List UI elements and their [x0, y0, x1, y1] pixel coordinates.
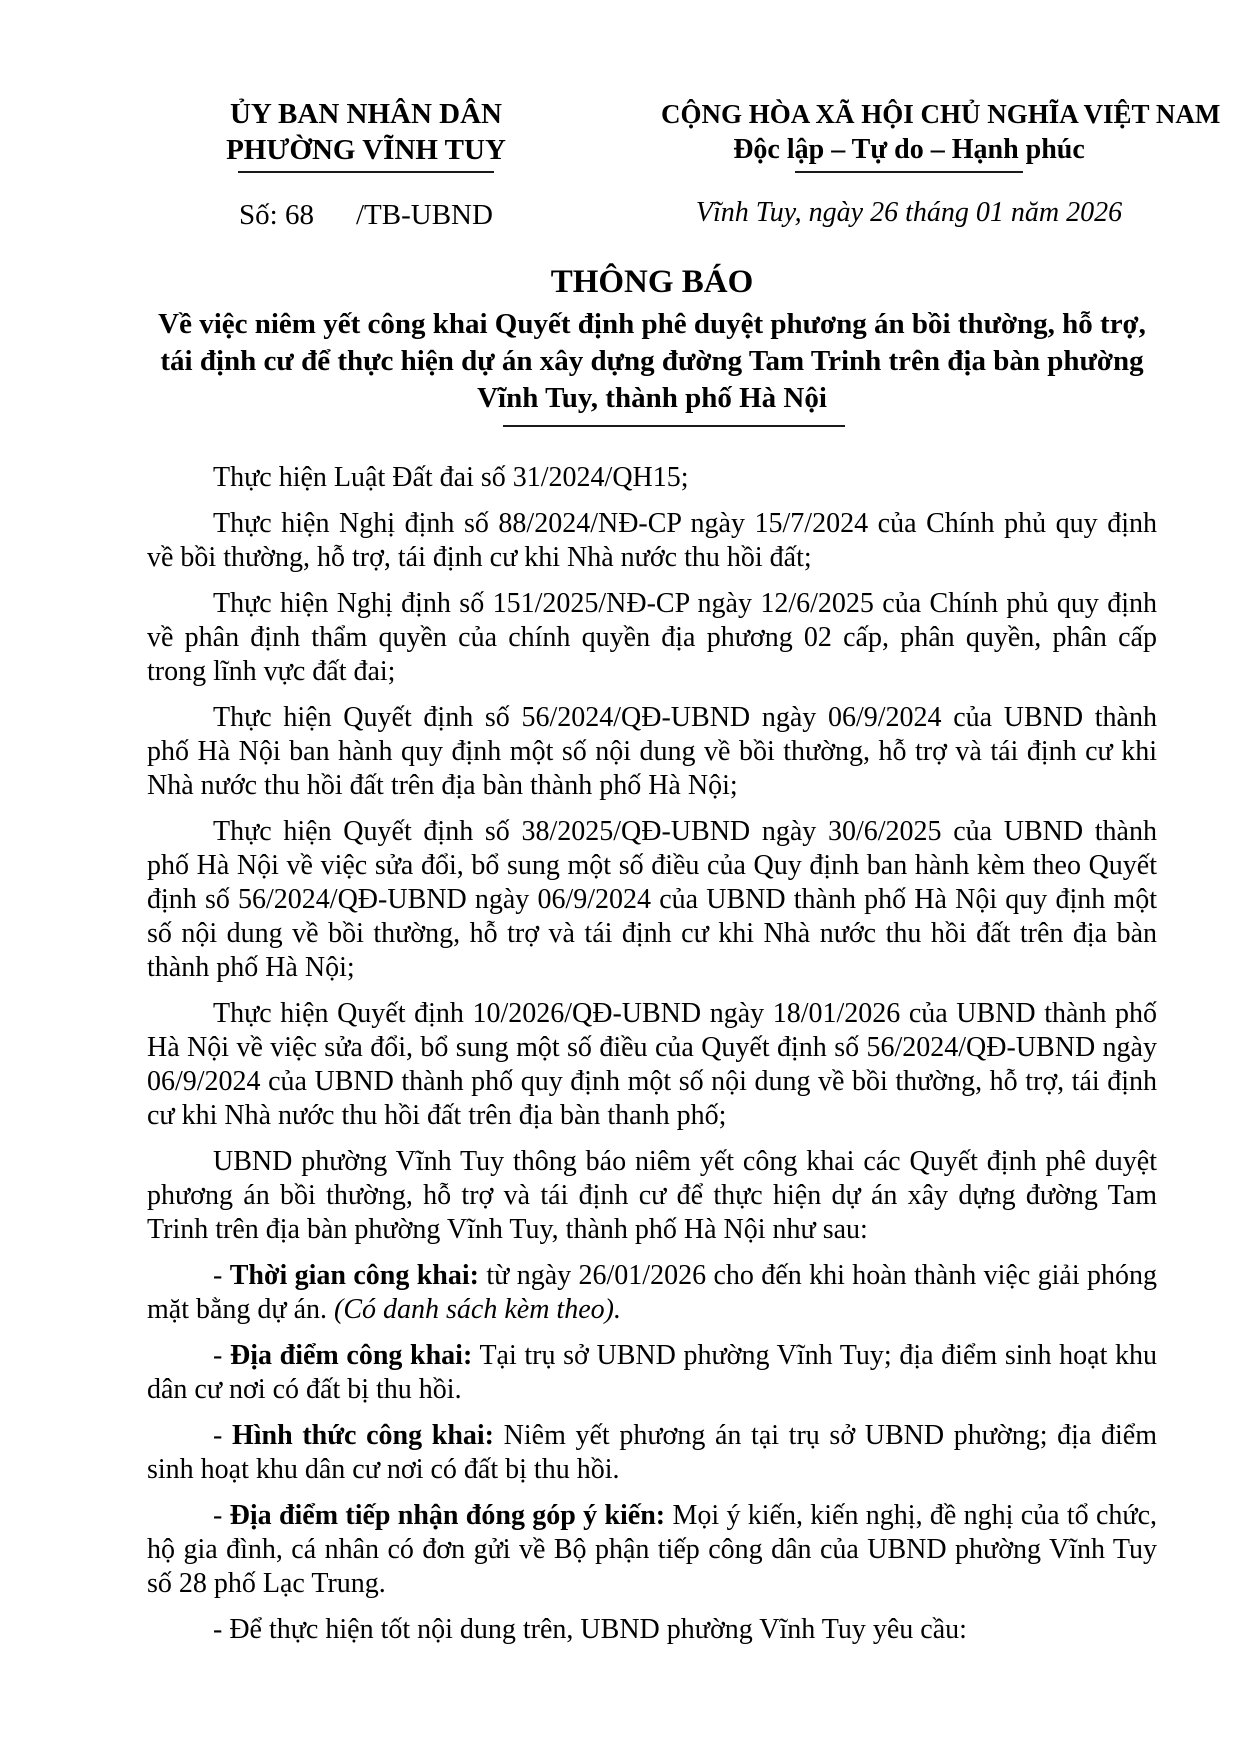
issuing-authority-underline [238, 171, 494, 173]
legal-basis-decision-38-2025: Thực hiện Quyết định số 38/2025/QĐ-UBND ngày 30/6/2025 của UBND thành phố Hà Nội về việc sửa đổi, bổ sung một số điều của Quy định ban hành kèm theo Quyết định số 56/2024/QĐ-UBND ngày 06/9/2024 của UBND thành phố Hà Nội quy định một số nội dung về bồi thường, hỗ trợ và tái định cư khi Nhà nước thu hồi đất trên địa bàn thành phố Hà Nội; [147, 816, 1157, 983]
publication-time-item [147, 1259, 1157, 1327]
dash: - [213, 1420, 232, 1451]
feedback-place-label: Địa điểm tiếp nhận đóng góp ý kiến: [229, 1500, 666, 1531]
document-number [147, 199, 585, 232]
publication-place-label: Địa điểm công khai: [229, 1340, 473, 1371]
issuing-authority-name: PHƯỜNG VĨNH TUY [226, 134, 506, 166]
closing-requirement: - Để thực hiện tốt nội dung trên, UBND phường Vĩnh Tuy yêu cầu: [213, 1614, 967, 1645]
issuing-authority-block [147, 96, 585, 232]
publication-place-item [147, 1339, 1157, 1407]
publication-form-text: Niêm yết phương án tại trụ sở UBND phường; địa điểm sinh hoạt khu dân cư nơi có đất bị thu hồi. [147, 1420, 1158, 1485]
document-subject [147, 306, 1157, 417]
publication-form-item [147, 1419, 1157, 1487]
document-number-symbol: /TB-UBND [355, 199, 493, 231]
legal-basis-decree-151-2025: Thực hiện Nghị định số 151/2025/NĐ-CP ngày 12/6/2025 của Chính phủ quy định về phân định thẩm quyền của chính quyền địa phương 02 cấp, phân quyền, phân cấp trong lĩnh vực đất đai; [147, 588, 1157, 687]
publication-time-label: Thời gian công khai: [229, 1260, 479, 1291]
document-subject-line-1: Về việc niêm yết công khai Quyết định phê duyệt phương án bồi thường, hỗ trợ, [158, 308, 1146, 340]
attached-list-note: (Có danh sách kèm theo). [334, 1294, 621, 1325]
legal-basis-decision-10-2026: Thực hiện Quyết định 10/2026/QĐ-UBND ngày 18/01/2026 của UBND thành phố Hà Nội về việc sửa đổi, bổ sung một số điều của Quyết định số 56/2024/QĐ-UBND ngày 06/9/2024 của UBND thành phố quy định một số nội dung về bồi thường, hỗ trợ, tái định cư khi Nhà nước thu hồi đất trên địa bàn thanh phố; [147, 998, 1157, 1131]
document-subject-line-2: tái định cư để thực hiện dự án xây dựng đường Tam Trinh trên địa bàn phường [160, 345, 1144, 377]
motto-underline [795, 171, 1023, 173]
title-underline [503, 425, 845, 427]
document-type-heading: THÔNG BÁO [550, 264, 754, 300]
document-number-value: Số: 68 [239, 199, 314, 231]
dash: - [213, 1500, 230, 1531]
national-motto: Độc lập – Tự do – Hạnh phúc [733, 134, 1085, 165]
issuing-authority-parent: ỦY BAN NHÂN DÂN [229, 98, 502, 130]
dash: - [213, 1260, 230, 1291]
feedback-place-text: Mọi ý kiến, kiến nghị, đề nghị của tổ chức, hộ gia đình, cá nhân có đơn gửi về Bộ phận tiếp công dân của UBND phường Vĩnh Tuy số 28 phố Lạc Trung. [147, 1500, 1157, 1599]
dash: - [213, 1340, 230, 1371]
publication-place-text: Tại trụ sở UBND phường Vĩnh Tuy; địa điểm sinh hoạt khu dân cư nơi có đất bị thu hồi. [147, 1340, 1157, 1405]
legal-basis-land-law: Thực hiện Luật Đất đai số 31/2024/QH15; [213, 462, 689, 493]
legal-basis-decree-88-2024: Thực hiện Nghị định số 88/2024/NĐ-CP ngày 15/7/2024 của Chính phủ quy định về bồi thường, hỗ trợ, tái định cư khi Nhà nước thu hồi đất; [147, 508, 1157, 573]
publication-form-label: Hình thức công khai: [231, 1420, 494, 1451]
national-title: CỘNG HÒA XÃ HỘI CHỦ NGHĨA VIỆT NAM [661, 99, 1221, 129]
document-subject-line-3: Vĩnh Tuy, thành phố Hà Nội [477, 382, 827, 414]
place-date-line: Vĩnh Tuy, ngày 26 tháng 01 năm 2026 [695, 197, 1123, 228]
feedback-place-item [147, 1499, 1157, 1601]
legal-basis-decision-56-2024: Thực hiện Quyết định số 56/2024/QĐ-UBND ngày 06/9/2024 của UBND thành phố Hà Nội ban hành quy định một số nội dung về bồi thường, hỗ trợ và tái định cư khi Nhà nước thu hồi đất trên địa bàn thành phố Hà Nội; [147, 702, 1157, 801]
document-header [147, 96, 1221, 232]
publication-time-text: từ ngày 26/01/2026 cho đến khi hoàn thành việc giải phóng mặt bằng dự án. [147, 1260, 1158, 1325]
document-body [147, 461, 1157, 1647]
announcement-intro: UBND phường Vĩnh Tuy thông báo niêm yết công khai các Quyết định phê duyệt phương án bồi thường, hỗ trợ và tái định cư để thực hiện dự án xây dựng đường Tam Trinh trên địa bàn phường Vĩnh Tuy, thành phố Hà Nội như sau: [147, 1146, 1157, 1245]
national-motto-block [661, 96, 1221, 229]
